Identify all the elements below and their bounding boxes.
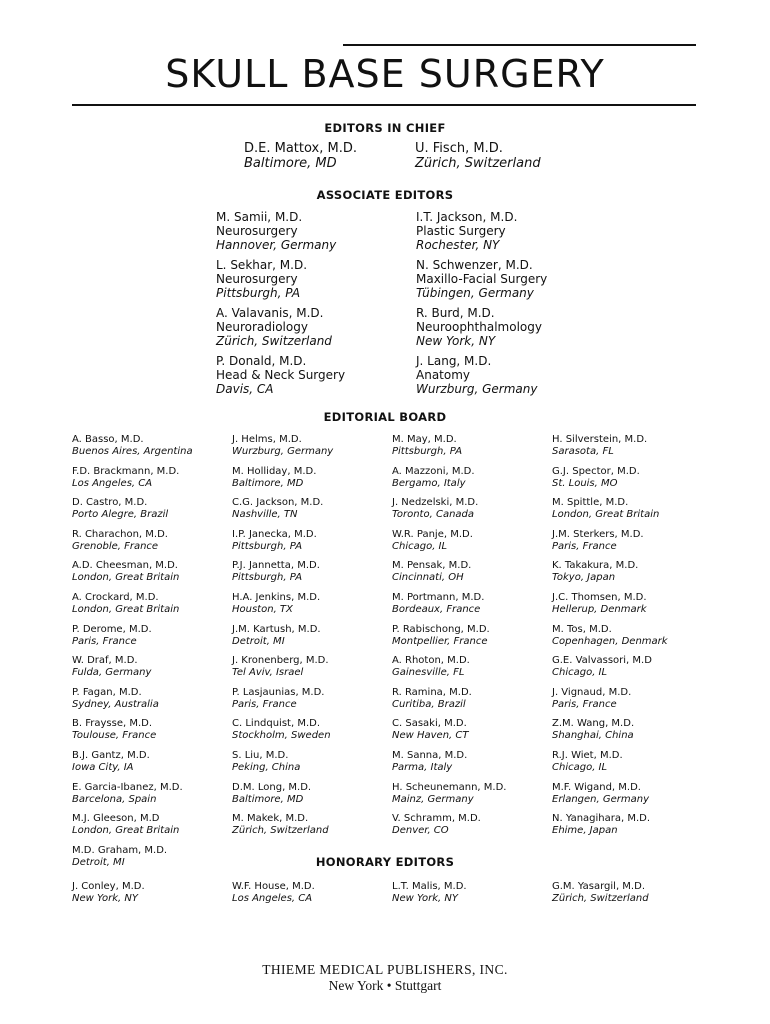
- honorary-editor: [552, 881, 649, 905]
- editor-name: P. Donald, M.D.: [216, 354, 307, 368]
- board-member: [392, 624, 577, 656]
- member-location: Porto Alegre, Brazil: [72, 509, 169, 521]
- member-name: R. Ramina, M.D.: [392, 686, 472, 698]
- member-name: A. Basso, M.D.: [72, 434, 144, 445]
- editors-in-chief-heading: EDITORS IN CHIEF: [324, 121, 446, 135]
- board-column: [72, 434, 257, 876]
- board-member: [72, 624, 257, 656]
- editor-name: A. Valavanis, M.D.: [216, 306, 324, 320]
- member-name: M.D. Graham, M.D.: [72, 844, 168, 856]
- board-member: [72, 655, 257, 687]
- board-member: [552, 687, 737, 719]
- board-member: [392, 687, 577, 719]
- editor-specialty: Head & Neck Surgery: [216, 368, 346, 383]
- member-location: London, Great Britain: [552, 509, 660, 521]
- member-location: Tel Aviv, Israel: [232, 667, 304, 679]
- editor-location: Wurzburg, Germany: [416, 382, 538, 397]
- board-member: [392, 434, 577, 466]
- board-member: [72, 497, 257, 529]
- member-name: V. Schramm, M.D.: [392, 813, 481, 825]
- member-location: Bordeaux, France: [392, 603, 481, 615]
- member-name: J. Kronenberg, M.D.: [232, 655, 329, 667]
- honorary-editors-list: [0, 881, 770, 911]
- member-location: Paris, France: [232, 698, 297, 710]
- editor-location: Pittsburgh, PA: [216, 286, 301, 301]
- board-member: [232, 529, 417, 561]
- editor-location: Zürich, Switzerland: [415, 156, 541, 171]
- member-name: J. Nedzelski, M.D.: [392, 497, 479, 509]
- member-location: Paris, France: [72, 635, 137, 647]
- member-location: Toronto, Canada: [392, 509, 475, 521]
- associate-editor: [416, 258, 547, 301]
- member-location: Hellerup, Denmark: [552, 603, 647, 615]
- member-location: Grenoble, France: [72, 540, 159, 552]
- board-member: [552, 624, 737, 656]
- member-name: M.F. Wigand, M.D.: [552, 781, 641, 793]
- member-name: M. Tos, M.D.: [552, 623, 612, 635]
- board-member: [72, 750, 257, 782]
- board-member: [232, 750, 417, 782]
- member-name: P. Fagan, M.D.: [72, 686, 142, 698]
- member-name: F.D. Brackmann, M.D.: [72, 465, 180, 477]
- member-location: Chicago, IL: [552, 667, 608, 679]
- editor-location: Hannover, Germany: [216, 238, 337, 253]
- editor-name: L.T. Malis, M.D.: [392, 881, 467, 892]
- board-member: [392, 718, 577, 750]
- board-member: [392, 750, 577, 782]
- board-member: [552, 782, 737, 814]
- member-name: M. Sanna, M.D.: [392, 749, 468, 761]
- member-name: M. Spittle, M.D.: [552, 497, 629, 509]
- board-member: [72, 718, 257, 750]
- editor-specialty: Plastic Surgery: [416, 224, 506, 239]
- board-member: [392, 782, 577, 814]
- member-name: D.M. Long, M.D.: [232, 781, 312, 793]
- editor-location: New York, NY: [72, 893, 138, 904]
- member-location: London, Great Britain: [72, 603, 180, 615]
- board-member: [552, 434, 737, 466]
- editor-location: New York, NY: [392, 893, 458, 904]
- member-name: J.M. Kartush, M.D.: [232, 623, 321, 635]
- member-location: New Haven, CT: [392, 730, 469, 742]
- member-location: Parma, Italy: [392, 761, 453, 773]
- editor-specialty: Neuroradiology: [216, 320, 308, 335]
- board-member: [552, 560, 737, 592]
- member-location: Nashville, TN: [232, 509, 298, 521]
- member-name: J.C. Thomsen, M.D.: [552, 591, 647, 603]
- editor-name: I.T. Jackson, M.D.: [416, 210, 518, 224]
- board-member: [72, 529, 257, 561]
- associate-editor: [216, 210, 336, 253]
- board-member: [552, 592, 737, 624]
- honorary-editors-heading: HONORARY EDITORS: [315, 855, 455, 869]
- member-name: P. Rabischong, M.D.: [392, 623, 490, 635]
- member-name: M. Portmann, M.D.: [392, 591, 485, 603]
- associate-editor: [416, 210, 517, 253]
- editor-specialty: Neuroophthalmology: [416, 320, 542, 335]
- board-member: [232, 782, 417, 814]
- board-member: [392, 529, 577, 561]
- editorial-board-heading: EDITORIAL BOARD: [323, 410, 447, 424]
- publisher-cities: New York • Stuttgart: [328, 978, 442, 993]
- board-member: [72, 466, 257, 498]
- member-name: Z.M. Wang, M.D.: [552, 718, 635, 730]
- board-member: [72, 782, 257, 814]
- board-member: [552, 750, 737, 782]
- member-location: Barcelona, Spain: [72, 793, 157, 805]
- member-name: G.J. Spector, M.D.: [552, 465, 640, 477]
- member-location: Paris, France: [552, 698, 617, 710]
- editor-location: Los Angeles, CA: [232, 893, 313, 904]
- member-location: Tokyo, Japan: [552, 572, 616, 584]
- board-member: [232, 813, 417, 845]
- associate-editor: [216, 354, 345, 397]
- member-name: H.A. Jenkins, M.D.: [232, 591, 321, 603]
- member-name: A. Mazzoni, M.D.: [392, 465, 475, 477]
- member-name: A. Rhoton, M.D.: [392, 655, 470, 667]
- editor-specialty: Neurosurgery: [216, 272, 298, 287]
- member-location: Chicago, IL: [552, 761, 608, 773]
- editor-name: N. Schwenzer, M.D.: [416, 258, 533, 272]
- member-name: C.G. Jackson, M.D.: [232, 497, 324, 509]
- member-location: Detroit, MI: [72, 856, 125, 868]
- board-member: [232, 624, 417, 656]
- journal-title: SKULL BASE SURGERY: [165, 52, 605, 96]
- editor-name: D.E. Mattox, M.D.: [244, 141, 358, 156]
- editor-name: R. Burd, M.D.: [416, 306, 495, 320]
- board-member: [552, 718, 737, 750]
- member-location: Mainz, Germany: [392, 793, 474, 805]
- member-location: Buenos Aires, Argentina: [72, 446, 193, 457]
- editor-location: Rochester, NY: [416, 238, 500, 253]
- member-location: London, Great Britain: [72, 825, 180, 837]
- editor-name: J. Lang, M.D.: [416, 354, 492, 368]
- board-member: [232, 434, 417, 466]
- member-name: J. Vignaud, M.D.: [552, 686, 632, 698]
- board-member: [232, 687, 417, 719]
- member-name: A.D. Cheesman, M.D.: [72, 560, 178, 572]
- board-member: [392, 560, 577, 592]
- member-name: R. Charachon, M.D.: [72, 528, 168, 540]
- editor-specialty: Neurosurgery: [216, 224, 298, 239]
- board-member: [392, 813, 577, 845]
- board-member: [232, 497, 417, 529]
- editor-specialty: Maxillo-Facial Surgery: [416, 272, 548, 287]
- member-location: Sarasota, FL: [552, 446, 614, 457]
- member-name: N. Yanagihara, M.D.: [552, 813, 651, 825]
- board-column: [552, 434, 737, 845]
- member-location: London, Great Britain: [72, 572, 180, 584]
- member-name: M. Holliday, M.D.: [232, 465, 317, 477]
- member-name: P. Derome, M.D.: [72, 623, 152, 635]
- member-location: Gainesville, FL: [392, 667, 465, 679]
- member-name: D. Castro, M.D.: [72, 497, 148, 509]
- member-location: Pittsburgh, PA: [232, 540, 303, 552]
- member-location: Baltimore, MD: [232, 793, 304, 805]
- member-location: Shanghai, China: [552, 730, 634, 742]
- board-member: [392, 655, 577, 687]
- member-name: M.J. Gleeson, M.D: [72, 813, 160, 825]
- associate-editor: [416, 354, 537, 397]
- member-name: W.R. Panje, M.D.: [392, 528, 473, 540]
- board-member: [232, 718, 417, 750]
- board-member: [552, 813, 737, 845]
- member-location: Peking, China: [232, 761, 301, 773]
- honorary-editor: [392, 881, 467, 905]
- member-name: R.J. Wiet, M.D.: [552, 749, 623, 761]
- member-name: B.J. Gantz, M.D.: [72, 749, 150, 761]
- member-location: Detroit, MI: [232, 635, 285, 647]
- member-location: Bergamo, Italy: [392, 477, 466, 489]
- member-location: St. Louis, MO: [552, 477, 618, 489]
- associate-editor: [216, 306, 332, 349]
- member-name: G.E. Valvassori, M.D: [552, 655, 652, 667]
- member-name: M. Pensak, M.D.: [392, 560, 472, 572]
- member-location: Zürich, Switzerland: [232, 825, 329, 837]
- publisher-imprint: [0, 962, 770, 994]
- member-location: Montpellier, France: [392, 635, 488, 647]
- member-location: Denver, CO: [392, 825, 449, 837]
- member-name: M. Makek, M.D.: [232, 813, 309, 825]
- member-location: Fulda, Germany: [72, 667, 152, 679]
- honorary-editor: [72, 881, 145, 905]
- member-location: Wurzburg, Germany: [232, 446, 334, 457]
- editor-name: W.F. House, M.D.: [232, 881, 315, 892]
- top-rule: [343, 44, 696, 46]
- editor-name: J. Conley, M.D.: [72, 881, 145, 892]
- member-location: Chicago, IL: [392, 540, 448, 552]
- chief-editor: [244, 141, 357, 171]
- member-location: Stockholm, Sweden: [232, 730, 331, 742]
- editor-location: New York, NY: [416, 334, 496, 349]
- board-member: [552, 466, 737, 498]
- member-location: Toulouse, France: [72, 730, 157, 742]
- chief-editor: [415, 141, 541, 171]
- editor-specialty: Anatomy: [416, 368, 471, 383]
- member-location: Houston, TX: [232, 603, 293, 615]
- member-name: M. May, M.D.: [392, 434, 457, 445]
- board-member: [232, 466, 417, 498]
- board-member: [392, 592, 577, 624]
- board-member: [72, 687, 257, 719]
- publisher-name: THIEME MEDICAL PUBLISHERS, INC.: [262, 962, 508, 977]
- member-location: Sydney, Australia: [72, 698, 159, 710]
- member-location: Cincinnati, OH: [392, 572, 464, 584]
- board-column: [392, 434, 577, 845]
- board-member: [72, 434, 257, 466]
- member-name: E. Garcia-Ibanez, M.D.: [72, 781, 183, 793]
- member-location: Los Angeles, CA: [72, 477, 153, 489]
- associate-editors-heading: ASSOCIATE EDITORS: [316, 188, 454, 202]
- member-location: Erlangen, Germany: [552, 793, 650, 805]
- board-member: [232, 560, 417, 592]
- board-member: [72, 813, 257, 845]
- member-location: Iowa City, IA: [72, 761, 134, 773]
- member-name: J. Helms, M.D.: [232, 434, 302, 445]
- member-name: W. Draf, M.D.: [72, 655, 138, 667]
- member-name: P.J. Jannetta, M.D.: [232, 560, 320, 572]
- board-member: [72, 592, 257, 624]
- member-location: Paris, France: [552, 540, 617, 552]
- board-member: [232, 655, 417, 687]
- member-location: Copenhagen, Denmark: [552, 635, 668, 647]
- board-member: [72, 560, 257, 592]
- editor-name: G.M. Yasargil, M.D.: [552, 881, 645, 892]
- member-name: C. Sasaki, M.D.: [392, 718, 467, 730]
- member-name: H. Scheunemann, M.D.: [392, 781, 507, 793]
- board-column: [232, 434, 417, 845]
- editor-name: L. Sekhar, M.D.: [216, 258, 308, 272]
- member-location: Ehime, Japan: [552, 825, 618, 837]
- member-location: Baltimore, MD: [232, 477, 304, 489]
- member-name: H. Silverstein, M.D.: [552, 434, 648, 445]
- honorary-editor: [232, 881, 315, 905]
- board-member: [552, 529, 737, 561]
- member-name: J.M. Sterkers, M.D.: [552, 528, 644, 540]
- member-name: C. Lindquist, M.D.: [232, 718, 321, 730]
- editor-location: Tübingen, Germany: [416, 286, 534, 301]
- board-member: [392, 497, 577, 529]
- editor-location: Davis, CA: [216, 382, 274, 397]
- member-name: B. Fraysse, M.D.: [72, 718, 153, 730]
- editor-location: Baltimore, MD: [244, 156, 337, 171]
- editor-name: U. Fisch, M.D.: [415, 141, 503, 156]
- board-member: [232, 592, 417, 624]
- editor-location: Zürich, Switzerland: [216, 334, 332, 349]
- editor-name: M. Samii, M.D.: [216, 210, 303, 224]
- board-member: [552, 497, 737, 529]
- title-rule: [72, 104, 696, 106]
- board-member: [392, 466, 577, 498]
- member-name: K. Takakura, M.D.: [552, 560, 639, 572]
- editor-location: Zürich, Switzerland: [552, 893, 649, 904]
- member-location: Pittsburgh, PA: [232, 572, 303, 584]
- associate-editor: [216, 258, 307, 301]
- member-name: S. Liu, M.D.: [232, 749, 289, 761]
- member-name: I.P. Janecka, M.D.: [232, 528, 317, 540]
- member-name: P. Lasjaunias, M.D.: [232, 686, 325, 698]
- member-name: A. Crockard, M.D.: [72, 591, 159, 603]
- board-member: [552, 655, 737, 687]
- member-location: Pittsburgh, PA: [392, 446, 463, 457]
- associate-editor: [416, 306, 542, 349]
- member-location: Curitiba, Brazil: [392, 698, 466, 710]
